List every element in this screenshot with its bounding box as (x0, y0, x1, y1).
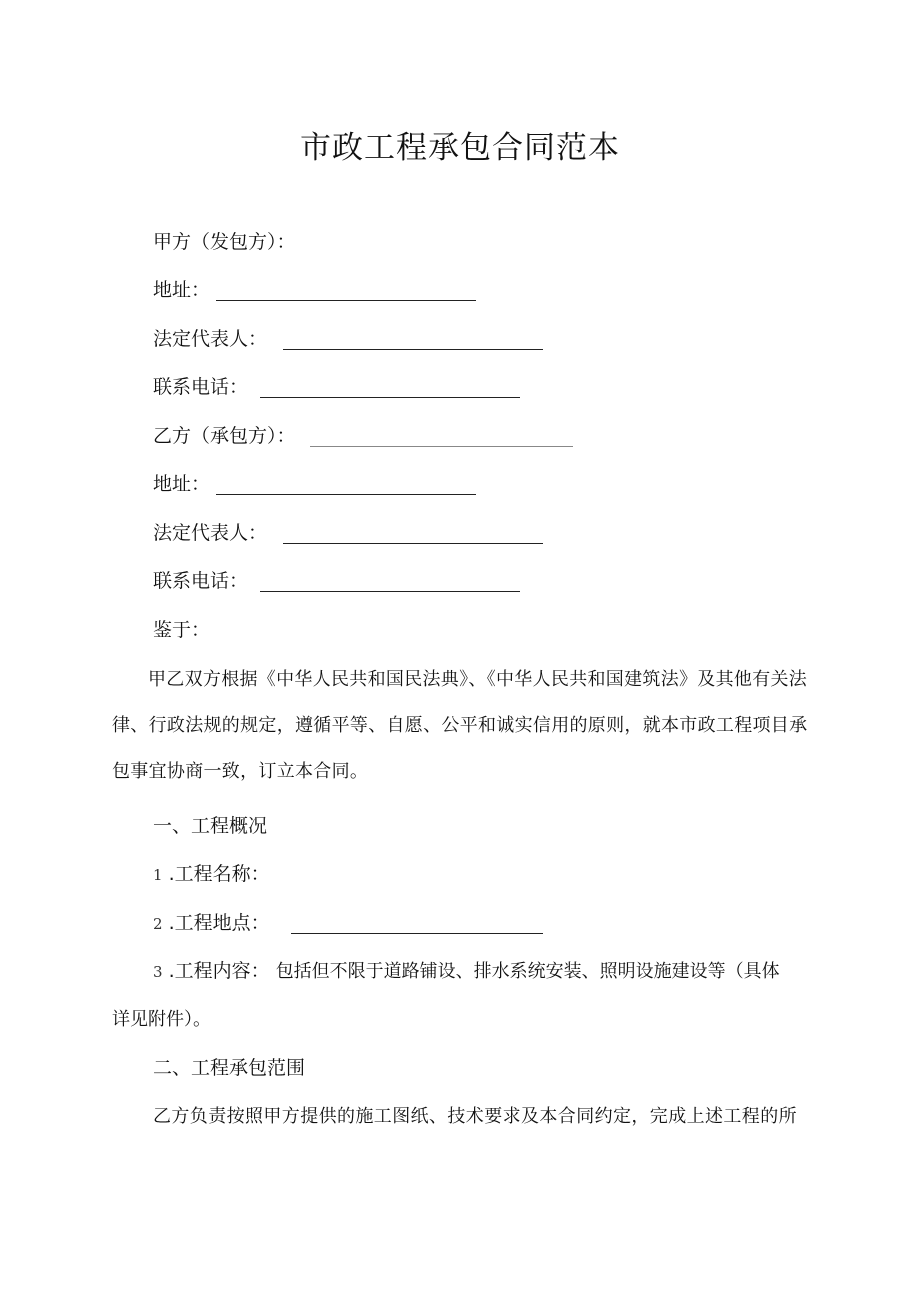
party-a-address-blank[interactable] (216, 300, 476, 301)
page-title: 市政工程承包合同范本 (300, 130, 620, 166)
item-project-content: 3 .工程内容： 包括但不限于道路铺设、排水系统安装、照明设施建设等（具体 (153, 960, 780, 982)
party-a-phone-blank[interactable] (260, 397, 520, 398)
section-2-paragraph: 乙方负责按照甲方提供的施工图纸、技术要求及本合同约定，完成上述工程的所 (153, 1106, 797, 1127)
party-b-legal-rep-field: 法定代表人： (153, 520, 267, 546)
item-project-name: 1 .工程名称： (153, 863, 270, 885)
item-project-content-continued: 详见附件）。 (112, 1009, 211, 1030)
party-a-address-field: 地址： (153, 277, 210, 303)
party-b-address-blank[interactable] (216, 494, 476, 495)
party-b-phone-blank[interactable] (260, 591, 520, 592)
section-1-heading: 一、工程概况 (153, 815, 268, 837)
party-b-name-blank[interactable] (310, 446, 573, 447)
item-project-location: 2 .工程地点： (153, 910, 270, 936)
project-location-blank[interactable] (291, 933, 543, 934)
whereas-label: 鉴于： (153, 619, 211, 641)
party-a-heading: 甲方（发包方）： (153, 231, 296, 253)
party-b-heading: 乙方（承包方）： (153, 423, 296, 449)
party-a-legal-rep-blank[interactable] (283, 349, 543, 350)
party-b-phone-field: 联系电话： (153, 568, 248, 594)
party-a-phone-field: 联系电话： (153, 374, 248, 400)
party-a-legal-rep-field: 法定代表人： (153, 326, 267, 352)
whereas-paragraph: 甲乙双方根据《中华人民共和国民法典》、《中华人民共和国建筑法》及其他有关法律、行政法规的规定，遵循平等、自愿、公平和诚实信用的原则，就本市政工程项目承包事宜协商一致，订立本合同。 (112, 669, 808, 782)
party-b-legal-rep-blank[interactable] (283, 543, 543, 544)
party-b-address-field: 地址： (153, 471, 210, 497)
section-2-heading: 二、工程承包范围 (153, 1057, 306, 1079)
